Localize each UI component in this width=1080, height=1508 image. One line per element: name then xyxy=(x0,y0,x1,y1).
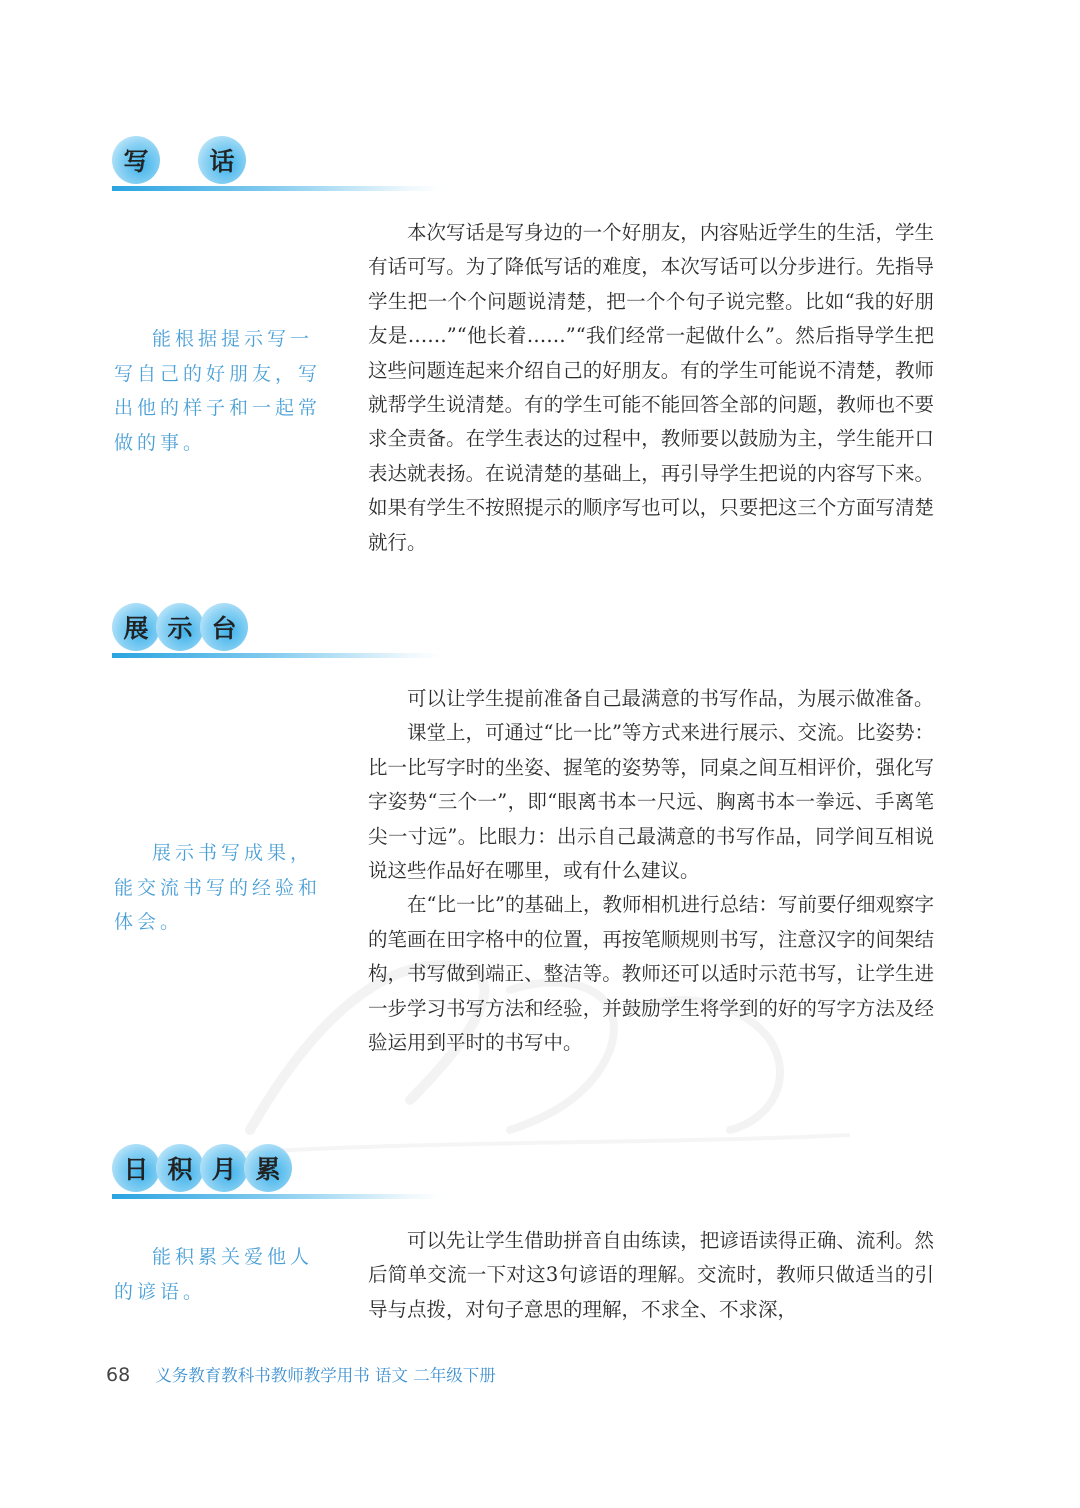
paragraph: 本次写话是写身边的一个好朋友，内容贴近学生的生活，学生有话可写。为了降低写话的难度，本次写话可以分步进行。先指导学生把一个个问题说清楚，把一个个句子说完整。比如“我的好朋友是……”“他长着……”“我们经常一起做什么”。然后指导学生把这些问题连起来介绍自己的好朋友。有的学生可能说不清楚，教师就帮学生说清楚。有的学生可能不能回答全部的问题，教师也不要求全责备。在学生表达的过程中，教师要以鼓励为主，学生能开口表达就表扬。在说清楚的基础上，再引导学生把说的内容写下来。如果有学生不按照提示的顺序写也可以，只要把这三个方面写清楚就行。 xyxy=(368,221,934,554)
heading-char: 台 xyxy=(200,603,248,651)
heading-char: 月 xyxy=(200,1144,248,1192)
heading-char: 写 xyxy=(112,136,160,184)
section-body xyxy=(368,682,934,1060)
section-body xyxy=(368,1224,934,1327)
section-heading-rijiyuelei xyxy=(112,1144,452,1204)
heading-rule xyxy=(112,186,442,191)
page-footer xyxy=(106,1362,496,1390)
heading-rule xyxy=(112,1194,442,1199)
paragraph: 可以先让学生借助拼音自由练读，把谚语读得正确、流利。然后简单交流一下对这3句谚语的理解。交流时，教师只做适当的引导与点拨，对句子意思的理解，不求全、不求深， xyxy=(368,1229,934,1321)
heading-char: 示 xyxy=(156,603,204,651)
heading-char: 累 xyxy=(244,1144,292,1192)
book-title: 义务教育教科书教师教学用书 语文 二年级下册 xyxy=(155,1366,496,1385)
margin-note-objective: 展示书写成果，能交流书写的经验和体会。 xyxy=(114,842,322,933)
section-heading-xiehua xyxy=(112,136,452,196)
heading-char: 日 xyxy=(112,1144,160,1192)
heading-char: 话 xyxy=(198,136,246,184)
margin-note-objective: 能根据提示写一写自己的好朋友，写出他的样子和一起常做的事。 xyxy=(114,328,322,454)
section-body xyxy=(368,216,934,560)
paragraph: 课堂上，可通过“比一比”等方式来进行展示、交流。比姿势：比一比写字时的坐姿、握笔的姿势等，同桌之间互相评价，强化写字姿势“三个一”，即“眼离书本一尺远、胸离书本一拳远、手离笔尖一寸远”。比眼力：出示自己最满意的书写作品，同学间互相说说这些作品好在哪里，或有什么建议。 xyxy=(368,721,934,883)
section-heading-zhanshitai xyxy=(112,603,452,663)
paragraph: 在“比一比”的基础上，教师相机进行总结：写前要仔细观察字的笔画在田字格中的位置，再按笔顺规则书写，注意汉字的间架结构，书写做到端正、整洁等。教师还可以适时示范书写，让学生进一步学习书写方法和经验，并鼓励学生将学到的好的写字方法及经验运用到平时的书写中。 xyxy=(368,893,934,1055)
heading-rule xyxy=(112,653,442,658)
paragraph: 可以让学生提前准备自己最满意的书写作品，为展示做准备。 xyxy=(407,687,934,710)
margin-note-objective: 能积累关爱他人的谚语。 xyxy=(114,1246,314,1303)
heading-char: 展 xyxy=(112,603,160,651)
heading-char: 积 xyxy=(156,1144,204,1192)
page-number: 68 xyxy=(106,1364,131,1386)
